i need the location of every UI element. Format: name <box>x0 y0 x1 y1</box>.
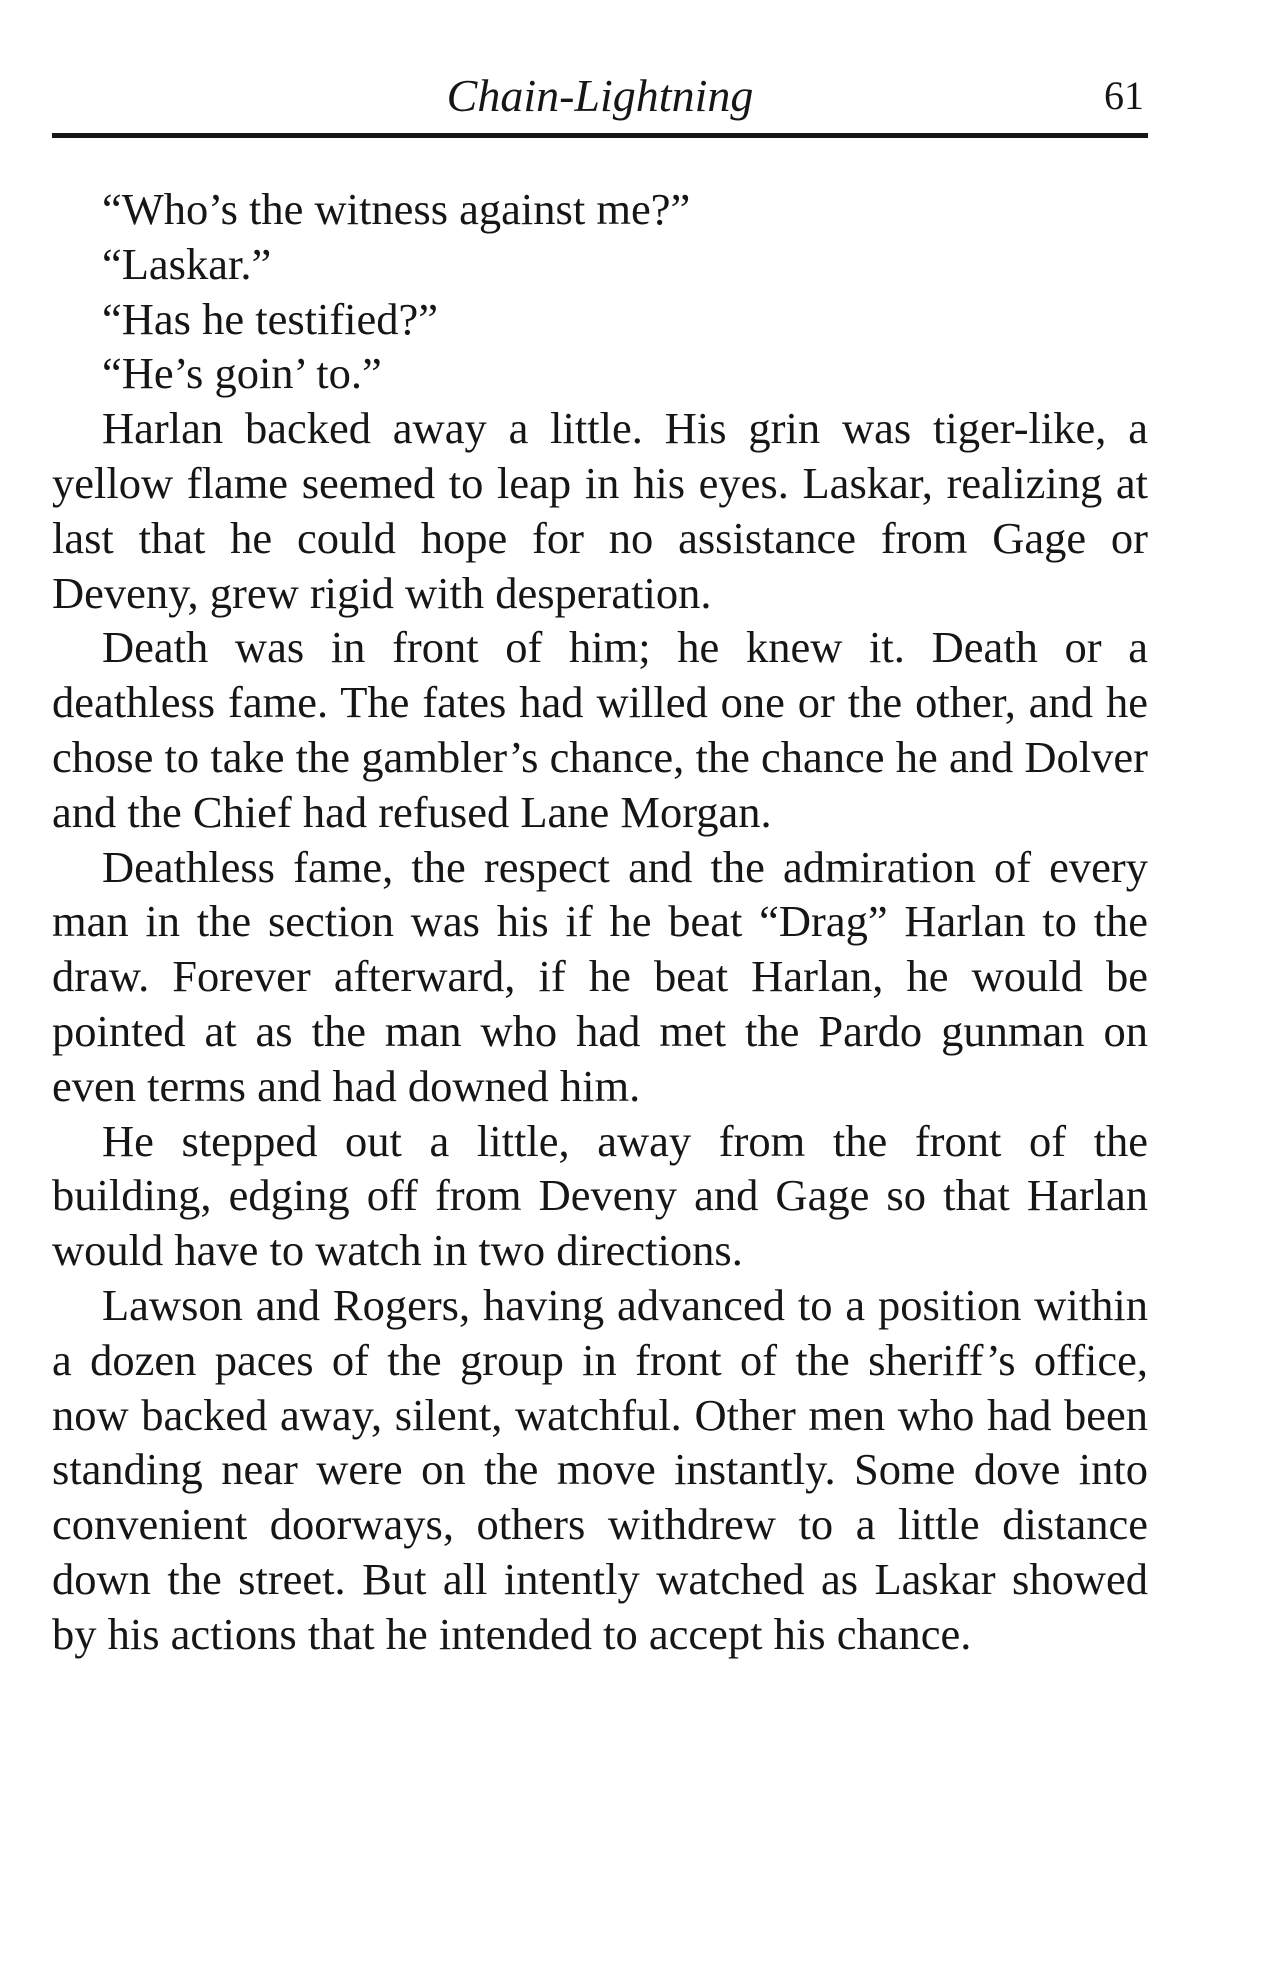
paragraph-1: “Who’s the witness against me?” <box>102 184 691 234</box>
paragraph-5: Harlan backed away a little. His grin was tiger-like, a yellow flame seemed to leap in his eyes. Laskar, realizing at last that he could hope for no assistance from Gage or Deveny, grew rigid with desperation. <box>52 403 1148 618</box>
body-text <box>52 182 1148 1662</box>
page-number: 61 <box>1104 73 1144 118</box>
header-rule <box>52 133 1148 138</box>
paragraph-3: “Has he testified?” <box>102 293 439 344</box>
paragraph-4: “He’s goin’ to.” <box>102 348 382 399</box>
paragraph-7: Deathless fame, the respect and the admiration of every man in the section was his if he beat “Drag” Harlan to the draw. Forever afterward, if he beat Harlan, he would be pointed at as the man who had met the Pardo gunman on even terms and had downed him. <box>52 841 1148 1111</box>
page-header <box>52 62 1148 132</box>
running-title: Chain-Lightning <box>446 70 754 121</box>
paragraph-2: “Laskar.” <box>102 238 272 289</box>
paragraph-8: He stepped out a little, away from the front of the building, edging off from Deveny and Gage so that Harlan would have to watch in two directions. <box>52 1115 1148 1276</box>
paragraph-6: Death was in front of him; he knew it. Death or a deathless fame. The fates had willed one or the other, and he chose to take the gambler’s chance, the chance he and Dolver and the Chief had refused Lane Morgan. <box>52 622 1148 837</box>
paragraph-9: Lawson and Rogers, having advanced to a position within a dozen paces of the group in front of the sheriff’s office, now backed away, silent, watchful. Other men who had been standing near were on the move instantly. Some dove into convenient doorways, others withdrew to a little distance down the street. But all intently watched as Laskar showed by his actions that he intended to accept his chance. <box>52 1279 1148 1659</box>
